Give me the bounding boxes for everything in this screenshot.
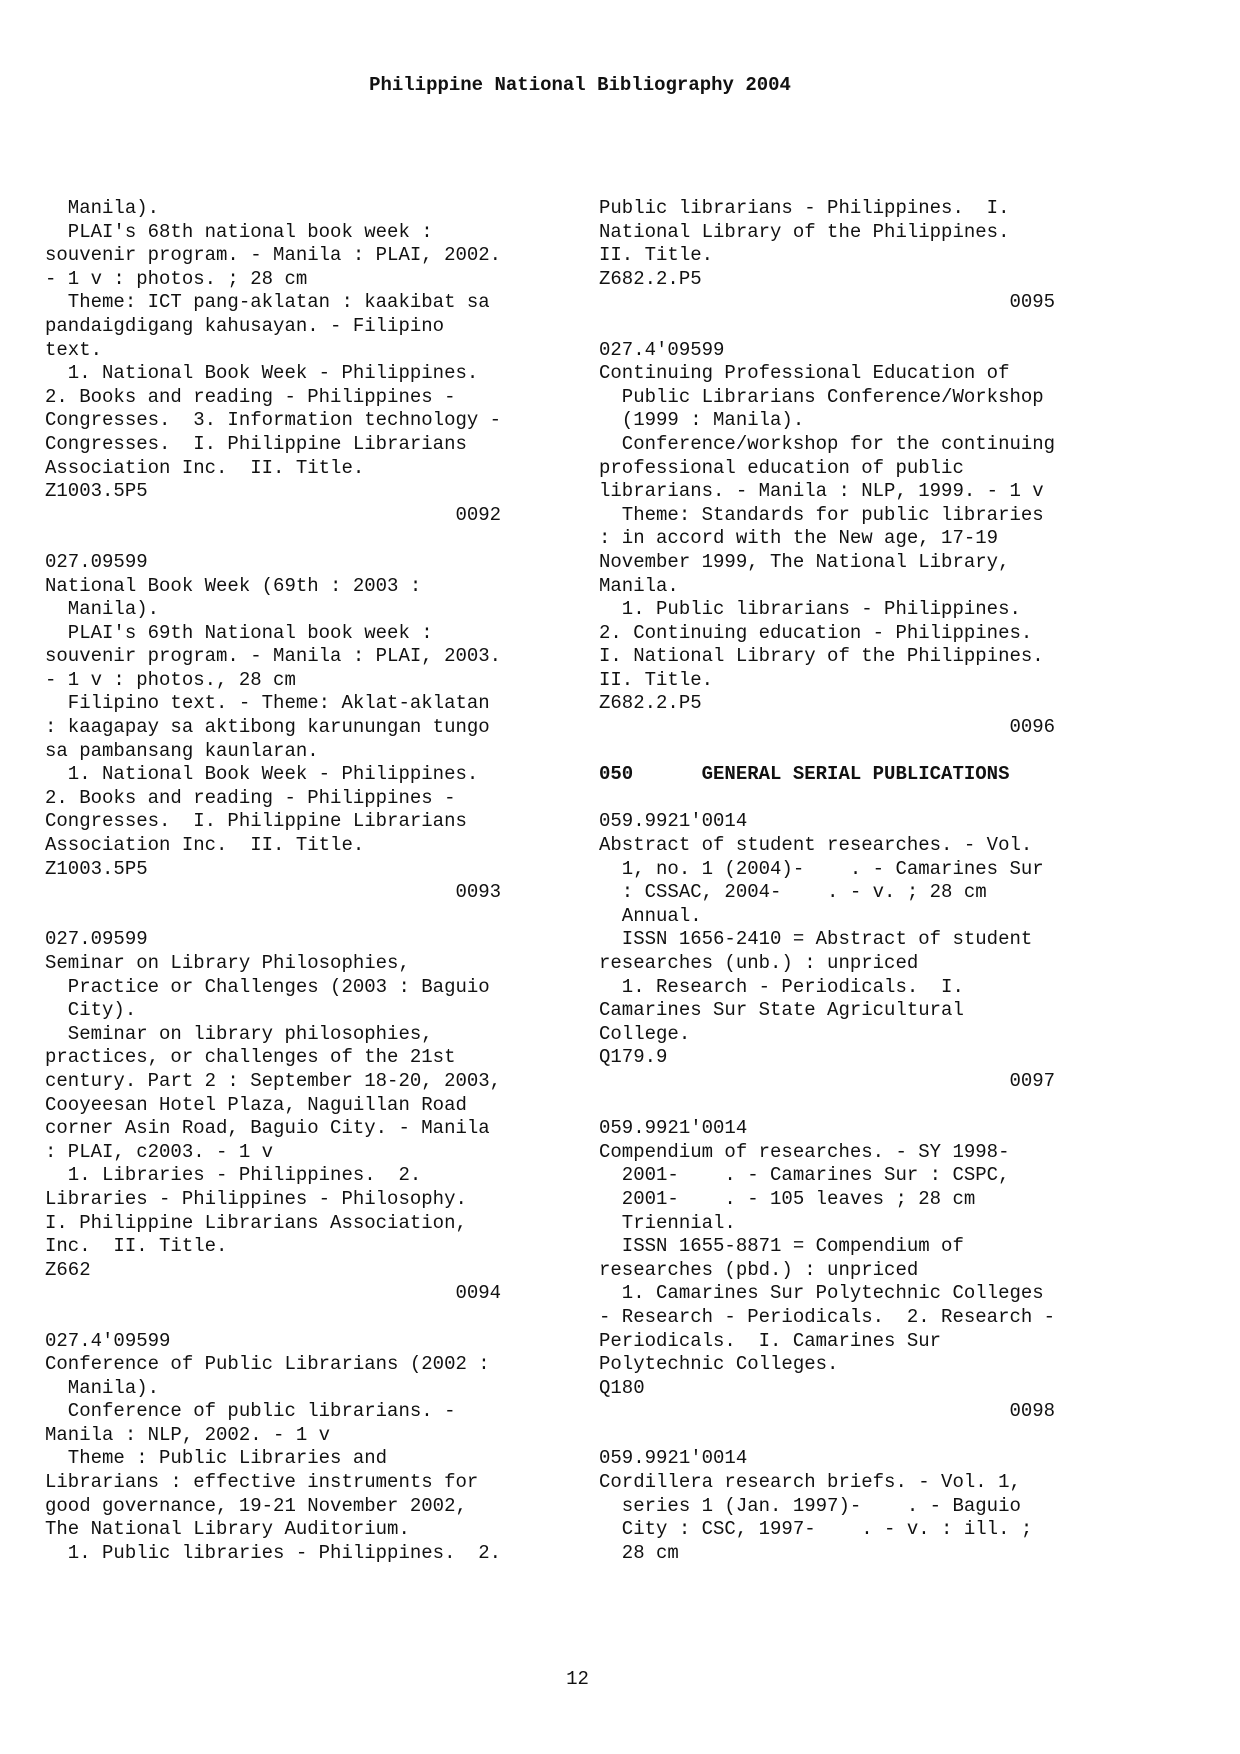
bibliography-line: souvenir program. - Manila : PLAI, 2002. [45,244,502,267]
bibliography-line [599,740,1119,764]
bibliography-line: 28 cm [599,1541,679,1564]
bibliography-line: Public librarians - Philippines. I. [599,197,1010,219]
bibliography-line: 059.9921'0014 [599,1447,748,1470]
bibliography-line: II. Title. [599,244,714,267]
bibliography-line: 027.4'09599 [599,338,725,361]
bibliography-line: : PLAI, c2003. - 1 v [45,1140,274,1163]
bibliography-line: : CSSAC, 2004- . - v. ; 28 cm [599,881,987,904]
bibliography-line: librarians. - Manila : NLP, 1999. - 1 v [599,480,1044,503]
bibliography-line: Seminar on Library Philosophies, [45,952,410,974]
bibliography-line: 1. National Book Week - Philippines. [45,763,479,786]
page-number: 12 [566,1668,589,1690]
bibliography-line: 0092 [45,503,502,526]
section-heading: 050 GENERAL SERIAL PUBLICATIONS [599,763,1010,786]
bibliography-line: series 1 (Jan. 1997)- . - Baguio [599,1494,1021,1517]
bibliography-line: PLAI's 68th national book week : [45,220,433,243]
bibliography-line: 0097 [599,1069,1056,1092]
bibliography-line: College. [599,1022,691,1045]
bibliography-line: II. Title. [599,668,714,691]
bibliography-line: Continuing Professional Education of [599,362,1010,385]
bibliography-line: 1. Camarines Sur Polytechnic Colleges [599,1282,1044,1305]
bibliography-line: Manila). [45,197,160,219]
bibliography-line: 059.9921'0014 [599,810,748,833]
bibliography-line: 027.09599 [45,550,148,573]
bibliography-line: researches (unb.) : unpriced [599,952,919,974]
bibliography-line: 1. National Book Week - Philippines. [45,362,479,385]
bibliography-line: 0095 [599,291,1056,314]
bibliography-line: 027.4'09599 [45,1329,171,1352]
bibliography-line: Abstract of student researches. - Vol. [599,834,1033,857]
bibliography-line: sa pambansang kaunlaran. [45,739,319,762]
bibliography-line: Seminar on library philosophies, [45,1022,433,1045]
bibliography-line: Association Inc. II. Title. [45,456,365,479]
bibliography-line: 1. Libraries - Philippines. 2. [45,1164,422,1187]
bibliography-line: 2. Continuing education - Philippines. [599,621,1033,644]
bibliography-line: Theme : Public Libraries and [45,1447,388,1470]
bibliography-line: Z682.2.P5 [599,267,702,290]
bibliography-line: pandaigdigang kahusayan. - Filipino [45,314,445,337]
bibliography-line: November 1999, The National Library, [599,550,1010,573]
bibliography-line: I. Philippine Librarians Association, [45,1211,467,1234]
bibliography-line: Conference/workshop for the continuing [599,432,1056,455]
bibliography-line: Theme: Standards for public libraries [599,503,1044,526]
bibliography-line: Libraries - Philippines - Philosophy. [45,1187,467,1210]
bibliography-line: researches (pbd.) : unpriced [599,1258,919,1281]
bibliography-line [599,1094,1119,1118]
bibliography-line: ISSN 1656-2410 = Abstract of student [599,928,1033,951]
bibliography-line: 0096 [599,716,1056,739]
bibliography-line: Compendium of researches. - SY 1998- [599,1140,1010,1163]
bibliography-line: souvenir program. - Manila : PLAI, 2003. [45,645,502,668]
bibliography-line: Triennial. [599,1211,736,1234]
bibliography-line: 1. Research - Periodicals. I. [599,975,964,998]
bibliography-line: - 1 v : photos., 28 cm [45,668,296,691]
bibliography-line: Inc. II. Title. [45,1235,228,1258]
bibliography-line: Practice or Challenges (2003 : Baguio [45,975,490,998]
bibliography-line: City : CSC, 1997- . - v. : ill. ; [599,1518,1033,1541]
bibliography-line: Public Librarians Conference/Workshop [599,385,1044,408]
bibliography-line: 0094 [45,1282,502,1305]
bibliography-line: 2. Books and reading - Philippines - [45,786,456,809]
bibliography-line: 0098 [599,1400,1056,1423]
bibliography-line [45,905,565,929]
bibliography-line: Manila : NLP, 2002. - 1 v [45,1423,331,1446]
bibliography-line: Manila). [45,1376,160,1399]
bibliography-line: - 1 v : photos. ; 28 cm [45,267,308,290]
bibliography-line: 059.9921'0014 [599,1117,748,1140]
page-title: Philippine National Bibliography 2004 [369,74,791,96]
bibliography-line: Polytechnic Colleges. [599,1353,839,1376]
bibliography-line: : kaagapay sa aktibong karunungan tungo [45,716,490,739]
bibliography-line: professional education of public [599,456,964,479]
bibliography-line: ISSN 1655-8871 = Compendium of [599,1235,964,1258]
bibliography-line: Congresses. I. Philippine Librarians [45,810,467,833]
bibliography-line: century. Part 2 : September 18-20, 2003, [45,1069,502,1092]
bibliography-line: Conference of Public Librarians (2002 : [45,1353,490,1376]
bibliography-line: Conference of public librarians. - [45,1400,456,1423]
bibliography-line: 0093 [45,881,502,904]
bibliography-line: Cooyeesan Hotel Plaza, Naguillan Road [45,1093,467,1116]
bibliography-line: 2001- . - 105 leaves ; 28 cm [599,1187,976,1210]
bibliography-line: corner Asin Road, Baguio City. - Manila [45,1117,490,1140]
bibliography-line [45,527,565,551]
bibliography-line: Congresses. I. Philippine Librarians [45,432,467,455]
bibliography-line: Cordillera research briefs. - Vol. 1, [599,1471,1021,1494]
bibliography-line: National Book Week (69th : 2003 : [45,574,422,597]
bibliography-line: good governance, 19-21 November 2002, [45,1494,467,1517]
bibliography-line: Filipino text. - Theme: Aklat-aklatan [45,692,490,715]
bibliography-line: Q179.9 [599,1046,668,1069]
bibliography-line: 1. Public librarians - Philippines. [599,598,1021,621]
bibliography-line: 027.09599 [45,928,148,951]
bibliography-line: 1. Public libraries - Philippines. 2. [45,1541,502,1564]
bibliography-line: City). [45,999,137,1022]
bibliography-line: Camarines Sur State Agricultural [599,999,964,1022]
bibliography-line: 2001- . - Camarines Sur : CSPC, [599,1164,1010,1187]
bibliography-line [599,1424,1119,1448]
bibliography-line: Manila). [45,598,160,621]
bibliography-line [45,1306,565,1330]
bibliography-line: The National Library Auditorium. [45,1518,410,1541]
bibliography-line: Periodicals. I. Camarines Sur [599,1329,942,1352]
bibliography-line: Z682.2.P5 [599,692,702,715]
bibliography-line: : in accord with the New age, 17-19 [599,527,999,550]
bibliography-line: 2. Books and reading - Philippines - [45,385,456,408]
bibliography-line: 1, no. 1 (2004)- . - Camarines Sur [599,857,1044,880]
left-column [45,197,565,1565]
bibliography-line: Annual. [599,904,702,927]
bibliography-line: I. National Library of the Philippines. [599,645,1044,668]
bibliography-line [599,787,1119,811]
bibliography-line: Z1003.5P5 [45,480,148,503]
bibliography-line: (1999 : Manila). [599,409,805,432]
bibliography-line: - Research - Periodicals. 2. Research - [599,1305,1056,1328]
bibliography-line: Manila. [599,574,679,597]
bibliography-line: Association Inc. II. Title. [45,834,365,857]
bibliography-line: Q180 [599,1376,645,1399]
right-column [599,197,1119,1565]
bibliography-line [599,315,1119,339]
bibliography-line: practices, or challenges of the 21st [45,1046,456,1069]
bibliography-line: Congresses. 3. Information technology - [45,409,502,432]
bibliography-line: Librarians : effective instruments for [45,1471,479,1494]
bibliography-line: Z662 [45,1258,91,1281]
bibliography-line: Theme: ICT pang-aklatan : kaakibat sa [45,291,490,314]
bibliography-line: Z1003.5P5 [45,857,148,880]
bibliography-line: text. [45,338,103,361]
bibliography-line: National Library of the Philippines. [599,220,1010,243]
bibliography-line: PLAI's 69th National book week : [45,621,433,644]
